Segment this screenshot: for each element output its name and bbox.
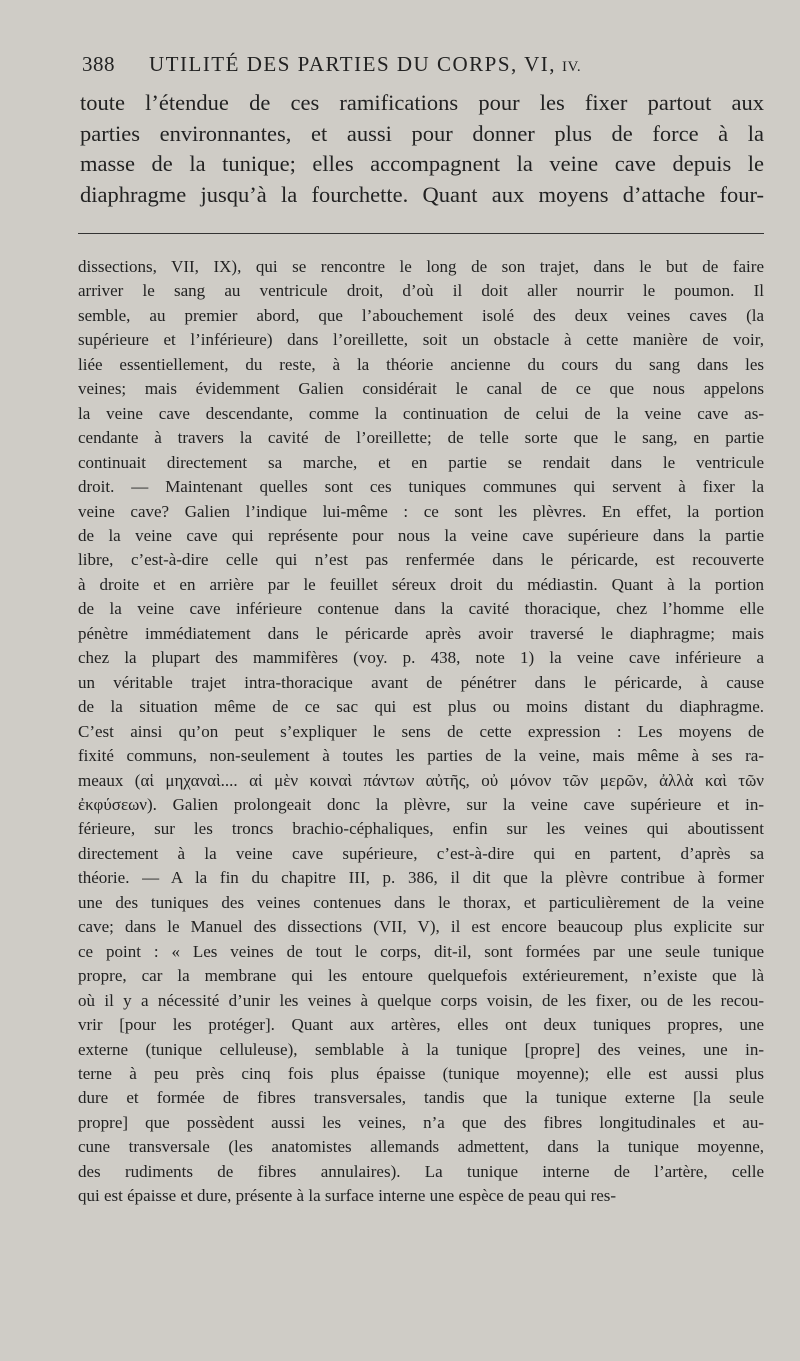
footnote-line: dure et formée de fibres transversales, tandis que la tunique externe [la seule <box>78 1088 764 1108</box>
footnote-line: ἐκφύσεων). Galien prolongeait donc la plèvre, sur la veine cave supérieure et in- <box>78 794 764 814</box>
footnote-line: cave; dans le Manuel des dissections (VII, V), il est encore beaucoup plus explicite sur <box>78 917 764 937</box>
main-line: parties environnantes, et aussi pour donner plus de force à la <box>80 120 764 146</box>
footnote-line: meaux (αἱ μηχαναὶ.... αἱ μὲν κοιναὶ πάντων αὐτῆς, οὐ μόνον τῶν μερῶν, ἀλλὰ καὶ τῶν <box>78 770 764 790</box>
footnote-line: de la veine cave inférieure contenue dans la cavité thoracique, chez l’homme elle <box>78 599 764 619</box>
footnote-line: pénètre immédiatement dans le péricarde après avoir traversé le diaphragme; mais <box>78 623 764 643</box>
main-line: toute l’étendue de ces ramifications pour les fixer partout aux <box>80 90 764 115</box>
footnote-line: chez la plupart des mammifères (voy. p. 438, note 1) la veine cave inférieure a <box>78 648 764 668</box>
footnote-line: qui est épaisse et dure, présente à la surface interne une espèce de peau qui res- <box>78 1186 617 1206</box>
footnote-line: un véritable trajet intra-thoracique avant de pénétrer dans le péricarde, à cause <box>78 672 764 692</box>
footnote-line: fixité communs, non-seulement à toutes les parties de la veine, mais même à ses ra- <box>78 746 764 766</box>
footnote-line: externe (tunique celluleuse), semblable à la tunique [propre] des veines, une in- <box>78 1039 764 1059</box>
footnote-separator <box>78 233 764 234</box>
footnote-line: la veine cave descendante, comme la continuation de celui de la veine cave as- <box>78 403 764 423</box>
footnote-line: théorie. — A la fin du chapitre III, p. 386, il dit que la plèvre contribue à former <box>78 868 764 888</box>
footnote-line: C’est ainsi qu’on peut s’expliquer le sens de cette expression : Les moyens de <box>78 721 764 741</box>
footnote-line: une des tuniques des veines contenues dans le thorax, et particulièrement de la veine <box>78 892 764 912</box>
footnote-line: férieure, sur les troncs brachio-céphaliques, enfin sur les veines qui aboutissent <box>78 819 764 839</box>
footnote-line: de la situation même de ce sac qui est plus ou moins distant du diaphragme. <box>78 697 764 717</box>
main-line: diaphragme jusqu’à la fourchette. Quant aux moyens d’attache four- <box>80 181 764 207</box>
footnote-line: terne à peu près cinq fois plus épaisse (tunique moyenne); elle est aussi plus <box>78 1063 764 1083</box>
footnote-line: cune transversale (les anatomistes allemands admettent, dans la tunique moyenne, <box>78 1137 764 1157</box>
footnote-line: supérieure et l’inférieure) dans l’oreillette, soit un obstacle à cette manière de voir, <box>78 330 764 350</box>
running-title: UTILITÉ DES PARTIES DU CORPS, VI, <box>149 52 557 76</box>
footnote-line: semble, au premier abord, que l’abouchement isolé des deux veines caves (la <box>78 305 764 325</box>
footnote-line: propre, car la membrane qui les entoure quelquefois extérieurement, n’existe que là <box>78 966 764 986</box>
footnote-line: où il y a nécessité d’unir les veines à quelque corps voisin, de les fixer, ou de les recou- <box>78 990 764 1010</box>
page-number: 388 <box>82 52 115 76</box>
footnote-line: droit. — Maintenant quelles sont ces tuniques communes qui servent à fixer la <box>78 477 764 497</box>
footnote-line: de la veine cave qui représente pour nous la veine cave supérieure dans la partie <box>78 525 764 545</box>
main-text <box>80 88 764 210</box>
main-line: masse de la tunique; elles accompagnent la veine cave depuis le <box>80 151 764 176</box>
footnote-line: ce point : « Les veines de tout le corps, dit-il, sont formées par une seule tunique <box>78 941 764 961</box>
footnote-line: veines; mais évidemment Galien considérait le canal de ce que nous appelons <box>78 379 764 399</box>
footnote-line: propre] que possèdent aussi les veines, n’a que des fibres longitudinales et au- <box>78 1112 764 1132</box>
footnote-text <box>78 255 764 1209</box>
footnote-line: veine cave? Galien l’indique lui-même : ce sont les plèvres. En effet, la portion <box>78 501 764 521</box>
chapter-number: IV. <box>562 59 582 75</box>
footnote-line: des rudiments de fibres annulaires). La tunique interne de l’artère, celle <box>78 1161 764 1181</box>
footnote-line: dissections, VII, IX), qui se rencontre le long de son trajet, dans le but de faire <box>78 257 764 276</box>
footnote-line: continuait directement sa marche, et en partie se rendait dans le ventricule <box>78 452 764 472</box>
footnote-line: arriver le sang au ventricule droit, d’où il doit aller nourrir le poumon. Il <box>78 281 764 301</box>
running-header <box>82 52 754 77</box>
footnote-line: cendante à travers la cavité de l’oreillette; de telle sorte que le sang, en partie <box>78 428 764 448</box>
footnote-line: liée essentiellement, du reste, à la théorie ancienne du cours du sang dans les <box>78 354 764 374</box>
footnote-line: vrir [pour les protéger]. Quant aux artères, elles ont deux tuniques propres, une <box>78 1015 764 1035</box>
footnote-line: libre, c’est-à-dire celle qui n’est pas renfermée dans le péricarde, est recouverte <box>78 550 764 570</box>
footnote-line: à droite et en arrière par le feuillet séreux droit du médiastin. Quant à la portion <box>78 574 764 594</box>
footnote-line: directement à la veine cave supérieure, c’est-à-dire qui en partent, d’après sa <box>78 843 764 863</box>
